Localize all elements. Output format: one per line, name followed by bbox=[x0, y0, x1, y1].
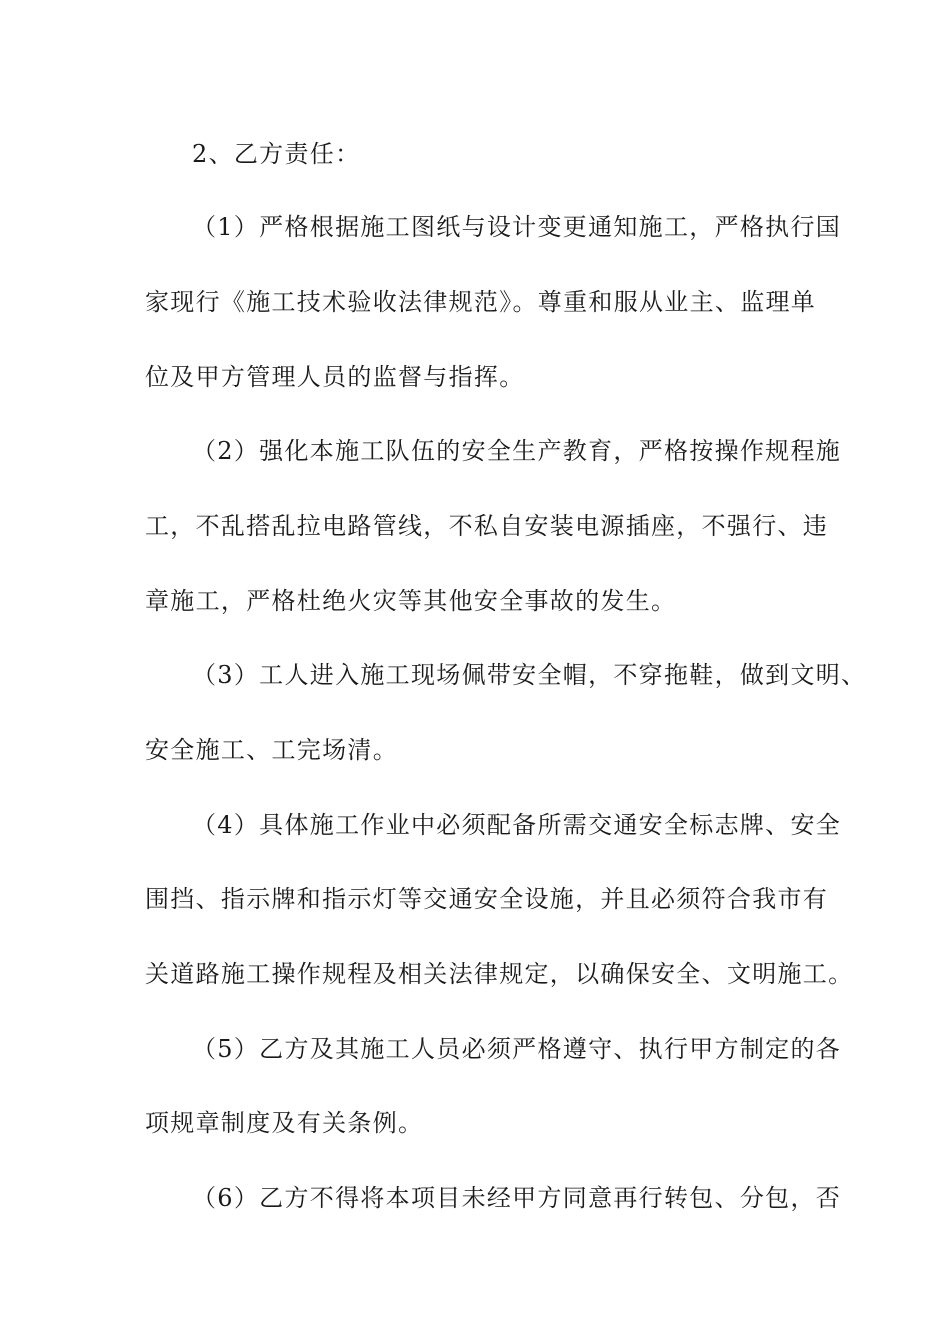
paragraph-2-line-2: 工，不乱搭乱拉电路管线，不私自安装电源插座，不强行、违 bbox=[145, 512, 829, 540]
paragraph-1-line-3: 位及甲方管理人员的监督与指挥。 bbox=[145, 363, 525, 391]
paragraph-4-line-3: 关道路施工操作规程及相关法律规定，以确保安全、文明施工。 bbox=[145, 960, 854, 988]
paragraph-3-line-2: 安全施工、工完场清。 bbox=[145, 736, 398, 764]
paragraph-4-line-2: 围挡、指示牌和指示灯等交通安全设施，并且必须符合我市有 bbox=[145, 885, 829, 913]
paragraph-1-line-1: （1）严格根据施工图纸与设计变更通知施工，严格执行国 bbox=[192, 213, 842, 241]
paragraph-5-line-2: 项规章制度及有关条例。 bbox=[145, 1109, 424, 1137]
paragraph-2-line-1: （2）强化本施工队伍的安全生产教育，严格按操作规程施 bbox=[192, 437, 842, 465]
paragraph-1-line-2: 家现行《施工技术验收法律规范》。尊重和服从业主、监理单 bbox=[145, 288, 817, 316]
paragraph-5-line-1: （5）乙方及其施工人员必须严格遵守、执行甲方制定的各 bbox=[192, 1035, 842, 1063]
paragraph-3-line-1: （3）工人进入施工现场佩带安全帽，不穿拖鞋，做到文明、 bbox=[192, 661, 867, 689]
paragraph-4-line-1: （4）具体施工作业中必须配备所需交通安全标志牌、安全 bbox=[192, 811, 842, 839]
paragraph-6-line-1: （6）乙方不得将本项目未经甲方同意再行转包、分包，否 bbox=[192, 1184, 842, 1212]
section-heading: 2、乙方责任： bbox=[192, 140, 361, 168]
paragraph-2-line-3: 章施工，严格杜绝火灾等其他安全事故的发生。 bbox=[145, 587, 677, 615]
